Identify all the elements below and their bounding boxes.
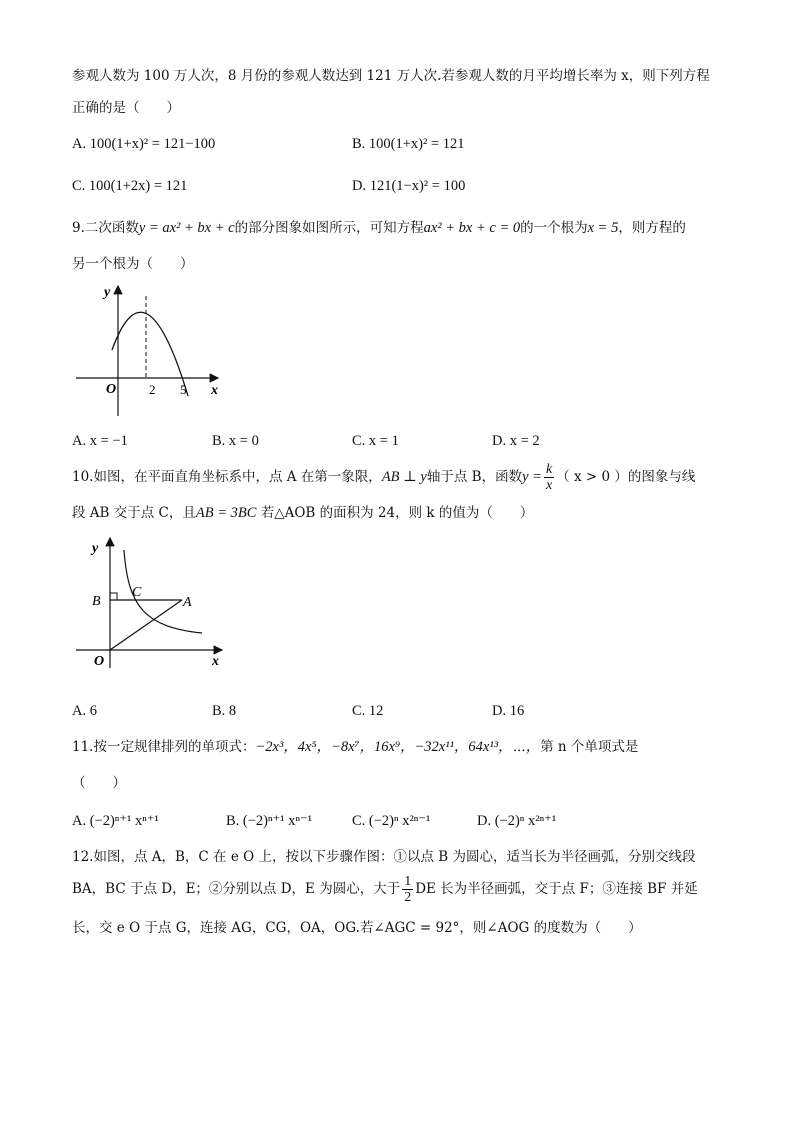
q12-text-b: DE 长为半径画弧，交于点 F；③连接 BF 并延 bbox=[415, 881, 698, 897]
q8-stem-line2: 正确的是（ ） bbox=[72, 100, 180, 116]
q10-y-label: y bbox=[92, 541, 99, 556]
q10-text-c: 的图象与线 bbox=[627, 469, 696, 485]
q9-y-label: y bbox=[104, 285, 111, 300]
q12-stem-line1: 12.如图，点 A，B，C 在 e O 上，按以下步骤作图：①以点 B 为圆心，适当长为半径画弧，分别交线段 bbox=[72, 849, 696, 865]
q10-text-e: 若△AOB 的面积为 24，则 k 的值为（ ） bbox=[256, 505, 534, 521]
q10-c-label: C bbox=[132, 585, 142, 600]
q12-half-num: 1 bbox=[404, 874, 412, 889]
q10-option-c[interactable]: C. 12 bbox=[352, 703, 384, 719]
q10-o-label: O bbox=[94, 654, 105, 669]
q10-option-d[interactable]: D. 16 bbox=[492, 703, 525, 719]
q10-fraction-k-over-x bbox=[544, 462, 554, 493]
q9-mid1: 的部分图象如图所示，可知方程 bbox=[234, 220, 424, 236]
q9-x-label: x bbox=[211, 383, 218, 398]
q8-option-a[interactable]: A. 100(1+x)² = 121−100 bbox=[72, 136, 216, 152]
q10-right-angle-mark bbox=[110, 593, 117, 600]
q11-option-d[interactable]: D. (−2)ⁿ x²ⁿ⁺¹ bbox=[477, 813, 557, 829]
q10-text-a: 10.如图，在平面直角坐标系中，点 A 在第一象限， bbox=[72, 469, 382, 485]
q10-x-label: x bbox=[212, 654, 219, 669]
q9-function: y = ax² + bx + c bbox=[138, 220, 235, 236]
q10-frac-den: x bbox=[545, 478, 553, 493]
q11-stem-line1 bbox=[72, 737, 638, 757]
q11-option-c[interactable]: C. (−2)ⁿ x²ⁿ⁻¹ bbox=[352, 813, 431, 829]
q12-half-den: 2 bbox=[404, 890, 412, 905]
q9-equation: ax² + bx + c = 0 bbox=[423, 220, 521, 236]
q9-tick-5: 5 bbox=[180, 382, 187, 397]
q10-perp: AB ⊥ y bbox=[381, 469, 427, 485]
q10-stem-line2 bbox=[72, 503, 533, 523]
q11-option-a[interactable]: A. (−2)ⁿ⁺¹ xⁿ⁺¹ bbox=[72, 813, 159, 829]
q9-stem-line1 bbox=[72, 218, 686, 238]
q9-option-b[interactable]: B. x = 0 bbox=[212, 433, 259, 449]
q11-stem-line2: （ ） bbox=[72, 775, 126, 791]
q10-condition: （ x > 0 ） bbox=[556, 469, 628, 485]
q9-origin-label: O bbox=[106, 382, 117, 397]
q12-text-a: BA，BC 于点 D，E；②分别以点 D，E 为圆心，大于 bbox=[72, 881, 401, 897]
q9-mid2: 的一个根为 bbox=[520, 220, 588, 236]
q8-option-d[interactable]: D. 121(1−x)² = 100 bbox=[352, 178, 466, 194]
q11-text-a: 11.按一定规律排列的单项式： bbox=[72, 739, 256, 755]
q10-frac-num: k bbox=[545, 462, 553, 477]
q11-option-b[interactable]: B. (−2)ⁿ⁺¹ xⁿ⁻¹ bbox=[226, 813, 313, 829]
q9-stem-line2: 另一个根为（ ） bbox=[72, 256, 194, 272]
q10-b-label: B bbox=[92, 594, 101, 609]
q9-option-c[interactable]: C. x = 1 bbox=[352, 433, 399, 449]
q11-text-b: 第 n 个单项式是 bbox=[540, 739, 639, 755]
q11-terms: −2x³，4x⁵，−8x⁷，16x⁹，−32x¹¹，64x¹³，⋯， bbox=[255, 739, 541, 755]
q9-option-d[interactable]: D. x = 2 bbox=[492, 433, 540, 449]
q10-stem-line1 bbox=[72, 461, 695, 493]
q8-stem-line1: 参观人数为 100 万人次，8 月份的参观人数达到 121 万人次.若参观人数的月平均增长率为 x，则下列方程 bbox=[72, 68, 710, 84]
q10-a-label: A bbox=[183, 595, 192, 610]
q10-segment-oa bbox=[110, 600, 182, 650]
q8-option-c[interactable]: C. 100(1+2x) = 121 bbox=[72, 178, 188, 194]
q10-ratio: AB = 3BC bbox=[195, 505, 257, 521]
q9-tick-2: 2 bbox=[149, 382, 156, 397]
q9-parabola-figure bbox=[70, 278, 230, 420]
q9-option-a[interactable]: A. x = −1 bbox=[72, 433, 128, 449]
q12-stem-line3: 长，交 e O 于点 G，连接 AG，CG，OA，OG.若∠AGC = 92°，则∠AOG 的度数为（ ） bbox=[72, 920, 642, 936]
q10-option-b[interactable]: B. 8 bbox=[212, 703, 237, 719]
q12-fraction-half bbox=[402, 874, 413, 905]
q10-option-a[interactable]: A. 6 bbox=[72, 703, 97, 719]
q10-hyperbola-figure bbox=[70, 532, 230, 672]
q10-text-d: 段 AB 交于点 C，且 bbox=[72, 505, 196, 521]
q12-stem-line2 bbox=[72, 873, 698, 905]
q9-root: x = 5 bbox=[587, 220, 619, 236]
q10-func-y: y = bbox=[522, 469, 542, 485]
q9-suffix: ，则方程的 bbox=[618, 220, 686, 236]
q9-prefix: 9.二次函数 bbox=[72, 220, 139, 236]
q10-text-b: 轴于点 B，函数 bbox=[426, 469, 523, 485]
q8-option-b[interactable]: B. 100(1+x)² = 121 bbox=[352, 136, 465, 152]
